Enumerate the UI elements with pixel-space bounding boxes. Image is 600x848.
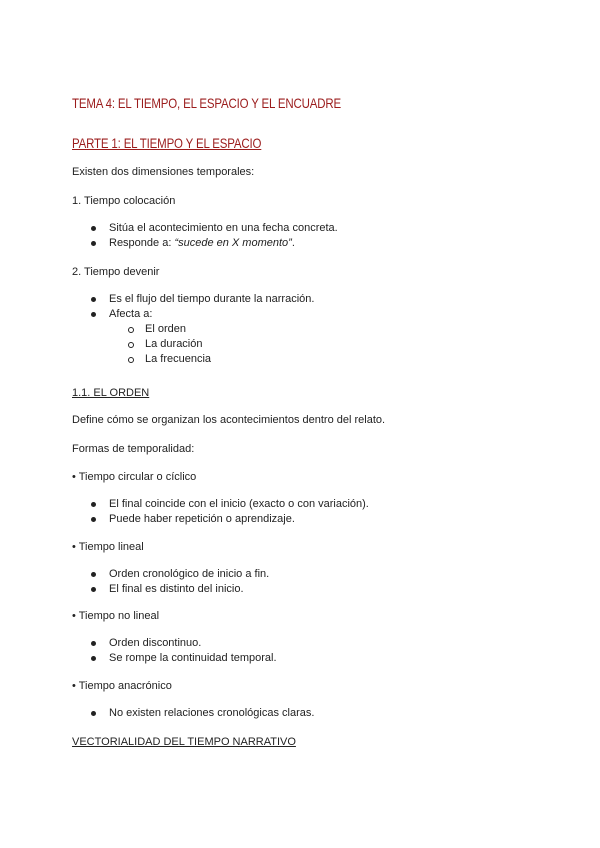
- bullet-icon: [91, 312, 96, 317]
- list-item: No existen relaciones cronológicas claras.: [109, 707, 315, 719]
- form-heading-no-lineal: • Tiempo no lineal: [72, 610, 160, 622]
- bullet-icon: [91, 587, 96, 592]
- list-item: El final es distinto del inicio.: [109, 583, 244, 595]
- form-heading-lineal: • Tiempo lineal: [72, 541, 144, 553]
- bullet-icon: [91, 502, 96, 507]
- list-item: Orden discontinuo.: [109, 637, 202, 649]
- bullet-icon: [91, 641, 96, 646]
- list-item-text: Responde a:: [109, 237, 175, 249]
- form-heading-circular: • Tiempo circular o cíclico: [72, 471, 197, 483]
- bullet-icon: [91, 241, 96, 246]
- document-title: TEMA 4: EL TIEMPO, EL ESPACIO Y EL ENCUADRE: [72, 95, 341, 111]
- list-item: Orden cronológico de inicio a fin.: [109, 568, 270, 580]
- definition-text: Define cómo se organizan los acontecimientos dentro del relato.: [72, 414, 386, 426]
- sub-list-item: La frecuencia: [145, 353, 212, 365]
- dimension-1-heading: 1. Tiempo colocación: [72, 195, 176, 207]
- forms-label: Formas de temporalidad:: [72, 443, 195, 455]
- bullet-icon: [91, 656, 96, 661]
- circle-bullet-icon: [128, 357, 134, 363]
- bullet-icon: [91, 572, 96, 577]
- list-item-quote: “sucede en X momento”: [174, 237, 292, 249]
- list-item: Es el flujo del tiempo durante la narración.: [109, 293, 315, 305]
- part-heading: PARTE 1: EL TIEMPO Y EL ESPACIO: [72, 135, 262, 151]
- bullet-icon: [91, 517, 96, 522]
- list-item-end: .: [291, 237, 295, 249]
- list-item: Sitúa el acontecimiento en una fecha concreta.: [109, 222, 338, 234]
- list-item: El final coincide con el inicio (exacto o con variación).: [109, 498, 369, 510]
- circle-bullet-icon: [128, 342, 134, 348]
- sub-list-item: El orden: [145, 323, 186, 335]
- circle-bullet-icon: [128, 327, 134, 333]
- list-item: Se rompe la continuidad temporal.: [109, 652, 277, 664]
- list-item: Puede haber repetición o aprendizaje.: [109, 513, 295, 525]
- section-heading: 1.1. EL ORDEN: [72, 387, 150, 399]
- list-item: Afecta a:: [109, 308, 153, 320]
- section-heading: VECTORIALIDAD DEL TIEMPO NARRATIVO: [72, 736, 296, 748]
- list-item: [109, 236, 295, 250]
- bullet-icon: [91, 297, 96, 302]
- dimension-2-heading: 2. Tiempo devenir: [72, 266, 160, 278]
- bullet-icon: [91, 711, 96, 716]
- sub-list-item: La duración: [145, 338, 203, 350]
- form-heading-anacronico: • Tiempo anacrónico: [72, 680, 172, 692]
- intro-text: Existen dos dimensiones temporales:: [72, 166, 255, 178]
- bullet-icon: [91, 226, 96, 231]
